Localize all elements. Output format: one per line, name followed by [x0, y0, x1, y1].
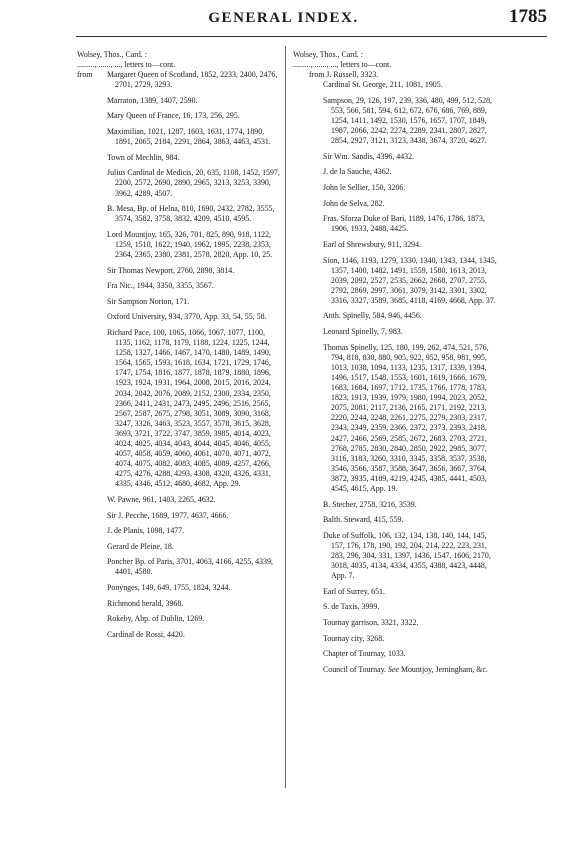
index-entry: [77, 511, 282, 521]
index-entry: [77, 312, 282, 322]
right-entries: [293, 80, 498, 659]
index-entry: [293, 515, 498, 525]
index-entry: [77, 614, 282, 624]
index-entry: [293, 214, 498, 234]
entry-text: Town of Mechlin, 984.: [107, 152, 180, 162]
entry-text: J. de Planis, 1098, 1477.: [107, 526, 185, 536]
index-entry: [77, 599, 282, 609]
entry-text: Margaret Queen of Scotland, 1852, 2233, 2400, 2476, 2701, 2729, 3293.: [107, 70, 278, 90]
entry-text: S. de Taxis, 3999.: [323, 602, 380, 612]
index-entry: [293, 500, 498, 510]
entry-text: John de Selva, 282.: [323, 198, 385, 208]
index-entry: [293, 587, 498, 597]
column-divider: [285, 46, 286, 788]
index-entry: [293, 152, 498, 162]
index-entry: [77, 495, 282, 505]
entry-text: Thomas Spinelly, 125, 180, 199, 262, 474, 521, 576, 794, 818, 830, 880, 905, 922, 952, 958, 981, 995, 1013, 1038, 1094, 1133, 1235, 1317, 1339, 1394, 1496, 1517, 1548, 1553, 1601, 1619, 1666, 1679, 1683, 1684, 1697, 1712, 1735, 1766, 1778, 1783, 1823, 1913, 1939, 1979, 1980, 1994, 2023, 2052, 2075, 2081, 2117, 2136, 2165, 2171, 2192, 2213, 2220, 2244, 2248, 2261, 2275, 2279, 2303, 2317, 2343, 2349, 2359, 2366, 2372, 2373, 2393, 2418, 2427, 2466, 2569, 2585, 2672, 2683, 2703, 2721, 2768, 2785, 2830, 2840, 2850, 2922, 2985, 3077, 3116, 3183, 3260, 3310, 3345, 3358, 3537, 3538, 3546, 3566, 3587, 3588, 3647, 3656, 3667, 3764, 3872, 3935, 4189, 4219, 4245, 4385, 4441, 4503, 4545, 4615, App. 19.: [323, 342, 489, 493]
entry-text: Sampson, 29, 126, 197, 239, 336, 480, 499, 512, 528, 553, 566, 581, 594, 612, 672, 676, 686, 769, 889, 1254, 1411, 1492, 1530, 1576, 1657, 1707, 1849, 1987, 2066, 2242, 2274, 2289, 2341, 2807, 2827, 2854, 2927, 3121, 3123, 3438, 3674, 3720, 4627.: [323, 95, 492, 146]
entry-text: Leonard Spinelly, 7, 983.: [323, 327, 403, 337]
last-entry-see: See: [388, 664, 399, 674]
right-column: [293, 50, 498, 680]
index-entry: [77, 266, 282, 276]
last-entry-ref: Mountjoy, Jerningham, &c.: [400, 664, 488, 674]
entry-text: Richmond herald, 3968.: [107, 598, 184, 608]
entry-text: Tournay garrison, 3321, 3322.: [323, 617, 419, 627]
entry-text: Gerard de Pleine, 18.: [107, 541, 174, 551]
index-entry: [293, 327, 498, 337]
entry-text: John le Sellier, 150, 3206.: [323, 183, 406, 193]
entry-text: Cardinal St. George, 211, 1081, 1905.: [323, 80, 443, 90]
index-entry: [293, 80, 498, 90]
entry-text: Richard Pace, 100, 1065, 1066, 1067, 1077, 1100, 1135, 1162, 1178, 1179, 1188, 1224, 1225, 1244, 1258, 1327, 1466, 1467, 1470, 1480, 1489, 1490, 1564, 1565, 1593, 1618, 1634, 1721, 1729, 1746, 1747, 1754, 1816, 1877, 1878, 1879, 1880, 1896, 1923, 1924, 1931, 1964, 2008, 2015, 2016, 2024, 2034, 2042, 2076, 2089, 2152, 2300, 2334, 2350, 2366, 2411, 2431, 2473, 2495, 2496, 2516, 2565, 2567, 2587, 2675, 2798, 3051, 3089, 3090, 3168, 3247, 3326, 3463, 3523, 3557, 3578, 3615, 3628, 3693, 3721, 3722, 3747, 3859, 3985, 4014, 4023, 4024, 4025, 4034, 4043, 4044, 4045, 4046, 4055, 4057, 4058, 4059, 4060, 4061, 4070, 4071, 4072, 4074, 4075, 4082, 4083, 4085, 4089, 4257, 4266, 4275, 4276, 4288, 4293, 4308, 4320, 4326, 4331, 4335, 4346, 4512, 4680, 4682, App. 29.: [107, 327, 271, 489]
index-entry-last: [293, 665, 498, 675]
entry-text: Balth. Steward, 415, 559.: [323, 515, 404, 525]
index-entry: [293, 343, 498, 494]
index-entry: [293, 531, 498, 581]
index-entry: [293, 634, 498, 644]
entry-text: Anth. Spinelly, 584, 946, 4456.: [323, 311, 422, 321]
index-entry: [77, 96, 282, 106]
entry-text: Marraton, 1389, 1407, 2590.: [107, 95, 198, 105]
index-entry: [77, 230, 282, 260]
entry-text: Earl of Shrewsbury, 911, 3294.: [323, 239, 422, 249]
index-entry: [293, 311, 498, 321]
from-label: from: [77, 70, 93, 80]
index-entry: [77, 168, 282, 198]
index-entry: [293, 183, 498, 193]
index-entry: [77, 583, 282, 593]
index-entry: [293, 199, 498, 209]
index-entry: [293, 618, 498, 628]
entry-text: Mary Queen of France, 16, 173, 256, 295.: [107, 111, 240, 121]
entry-text: Poncher Bp. of Paris, 3701, 4063, 4166, 4255, 4339, 4401, 4580.: [107, 557, 273, 577]
index-entry: [293, 602, 498, 612]
entry-text: J. de la Sauche, 4362.: [323, 167, 392, 177]
entry-text: Cardinal de Rossi, 4420.: [107, 629, 185, 639]
index-entry: [293, 649, 498, 659]
entry-text: Lord Mountjoy, 165, 326, 701, 825, 890, 918, 1122, 1259, 1510, 1622, 1940, 1962, 1995, 2238, 2353, 2364, 2365, 2380, 2381, 2578, 2820, App. 10, 25.: [107, 229, 273, 259]
entry-text: Maximilian, 1021, 1287, 1603, 1631, 1774, 1890, 1891, 2065, 2184, 2291, 2864, 3863, 4463, 4531.: [107, 127, 271, 147]
entry-text: Fras. Sforza Duke of Bari, 1189, 1476, 1786, 1873, 1906, 1933, 2488, 4425.: [323, 214, 485, 234]
page-title: GENERAL INDEX.: [208, 10, 359, 26]
entry-text: Chapter of Tournay, 1033.: [323, 649, 406, 659]
index-entry: [77, 111, 282, 121]
index-entry: [293, 256, 498, 306]
index-entry: [77, 542, 282, 552]
left-column: [77, 50, 282, 645]
index-entry: [77, 328, 282, 490]
entry-text: Oxford University, 934, 3770, App. 33, 54, 55, 58.: [107, 312, 267, 322]
right-subheading: ........., ......, ..., letters to—cont.: [293, 60, 392, 70]
entry-text: B. Stecher, 2758, 3216, 3539.: [323, 499, 417, 509]
index-entry: [77, 557, 282, 577]
index-entry: [77, 70, 282, 90]
index-entry: [77, 153, 282, 163]
left-subheading: ........., ......, ..., letters to—cont.: [77, 60, 176, 70]
entry-text: Sir Sampson Norton, 171.: [107, 296, 190, 306]
left-entries: [77, 70, 282, 640]
index-entry: [77, 281, 282, 291]
index-entry: [77, 526, 282, 536]
index-entry: [77, 204, 282, 224]
left-heading: Wolsey, Thos., Card. :: [77, 50, 147, 59]
index-entry: [293, 240, 498, 250]
entry-text: Fra Nic., 1944, 3350, 3355, 3567.: [107, 281, 214, 291]
index-entry: [77, 297, 282, 307]
entry-text: W. Pawne, 961, 1403, 2265, 4632.: [107, 494, 216, 504]
right-from-line: from J. Russell, 3323.: [309, 70, 379, 80]
index-entry: [77, 630, 282, 640]
entry-text: Ponynges, 149, 649, 1755, 1824, 3244.: [107, 583, 231, 593]
page-number: 1785: [509, 6, 547, 27]
entry-text: Earl of Surrey, 651.: [323, 586, 385, 596]
right-heading: Wolsey, Thos., Card. :: [293, 50, 363, 59]
header-rule: [76, 36, 547, 37]
entry-text: Julius Cardinal de Medicis, 20, 635, 1108, 1452, 1597, 2200, 2572, 2690, 2890, 2965, 3213, 3253, 3390, 3962, 4289, 4507.: [107, 168, 280, 198]
entry-text: Sir Wm. Sandis, 4396, 4432.: [323, 151, 415, 161]
entry-text: Sir Thomas Newport, 2760, 2898, 3814.: [107, 265, 235, 275]
last-entry-main: Council of Tournay.: [323, 664, 387, 674]
entry-text: Duke of Suffolk, 106, 132, 134, 138, 140, 144, 145, 157, 176, 178, 190, 192, 204, 214, 222, 223, 231, 283, 296, 304, 331, 1397, 1436, 1547, 1606, 2170, 3018, 4035, 4134, 4334, 4355, 4388, 4423, 4448, App. 7.: [323, 530, 491, 581]
index-entry: [293, 96, 498, 146]
index-entry: [293, 167, 498, 177]
entry-text: Tournay city, 3268.: [323, 633, 385, 643]
index-entry: [77, 127, 282, 147]
entry-text: B. Mesa, Bp. of Helna, 810, 1690, 2432, 2782, 3555, 3574, 3582, 3758, 3832, 4209, 4510, 4595.: [107, 204, 275, 224]
entry-text: Rokeby, Abp. of Dublin, 1269.: [107, 614, 205, 624]
entry-text: Sion, 1146, 1193, 1279, 1330, 1340, 1343, 1344, 1345, 1357, 1400, 1482, 1491, 1559, 1580, 1613, 2013, 2039, 2092, 2527, 2535, 2662, 2668, 2707, 2755, 2792, 2869, 2997, 3061, 3079, 3142, 3301, 3302, 3316, 3327, 3589, 3685, 4118, 4169, 4668, App. 37.: [323, 255, 497, 305]
entry-text: Sir J. Pecche, 1689, 1977, 4637, 4666.: [107, 510, 229, 520]
